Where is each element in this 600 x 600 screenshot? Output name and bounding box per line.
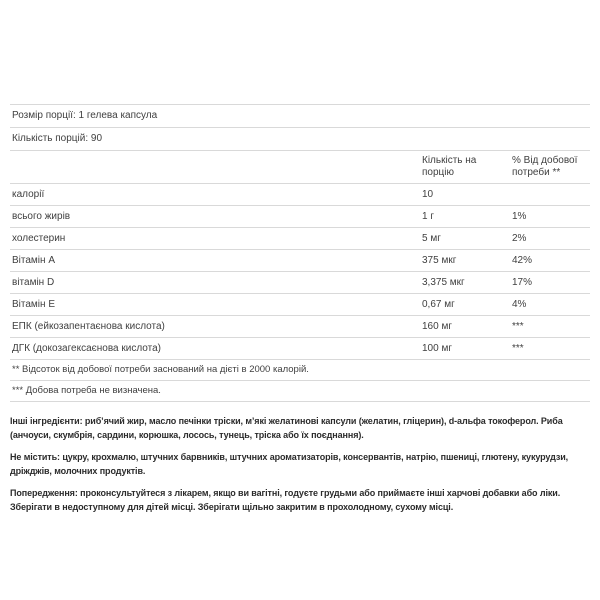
nutrient-amount: 100 мг bbox=[420, 338, 510, 360]
table-row-cholesterol bbox=[10, 228, 590, 250]
warning-paragraph: Попередження: проконсультуйтеся з лікарем, якщо ви вагітні, годуєте грудьми або приймаєте інші харчові добавки або ліки. Зберігати в недоступному для дітей місці. Зберігати щільно закритим в прохолодному, сухому місці. bbox=[10, 488, 561, 512]
table-header-row bbox=[10, 151, 590, 184]
table-row-epa bbox=[10, 316, 590, 338]
nutrient-daily-value bbox=[510, 184, 590, 206]
footnote-daily-value-row bbox=[10, 360, 590, 381]
servings-per-container-text: Кількість порцій: 90 bbox=[10, 128, 590, 151]
nutrient-daily-value: 2% bbox=[510, 228, 590, 250]
nutrient-daily-value: *** bbox=[510, 338, 590, 360]
nutrient-label: вітамін D bbox=[10, 272, 420, 294]
nutrient-label: ЕПК (ейкозапентаєнова кислота) bbox=[10, 316, 420, 338]
nutrient-daily-value: 1% bbox=[510, 206, 590, 228]
nutrient-amount: 1 г bbox=[420, 206, 510, 228]
daily-value-header: % Від добової потреби ** bbox=[510, 151, 590, 184]
nutrient-label: калорії bbox=[10, 184, 420, 206]
table-row-dha bbox=[10, 338, 590, 360]
footnote-not-established-text: *** Добова потреба не визначена. bbox=[10, 381, 590, 402]
nutrient-daily-value: 4% bbox=[510, 294, 590, 316]
serving-size-row bbox=[10, 105, 590, 128]
nutrient-amount: 10 bbox=[420, 184, 510, 206]
nutrient-amount: 0,67 мг bbox=[420, 294, 510, 316]
nutrient-label: Вітамін A bbox=[10, 250, 420, 272]
nutrient-label: холестерин bbox=[10, 228, 420, 250]
table-row-vitamin-e bbox=[10, 294, 590, 316]
empty-header-cell bbox=[10, 151, 420, 184]
nutrient-amount: 375 мкг bbox=[420, 250, 510, 272]
nutrient-label: ДГК (докозагексаєнова кислота) bbox=[10, 338, 420, 360]
nutrient-daily-value: 17% bbox=[510, 272, 590, 294]
table-row-vitamin-d bbox=[10, 272, 590, 294]
footnote-daily-value-text: ** Відсоток від добової потреби заснований на дієті в 2000 калорій. bbox=[10, 360, 590, 381]
nutrient-amount: 5 мг bbox=[420, 228, 510, 250]
nutrient-label: всього жирів bbox=[10, 206, 420, 228]
other-ingredients-paragraph: Інші інгредієнти: риб’ячий жир, масло печінки тріски, м’які желатинові капсули (желатин, гліцерин), d-альфа токоферол. Риба (анчоуси, скумбрія, сардини, корюшка, лосось, тунець, тріска або їх поєднання). bbox=[10, 416, 563, 440]
table-row-total-fat bbox=[10, 206, 590, 228]
table-row-calories bbox=[10, 184, 590, 206]
nutrient-daily-value: *** bbox=[510, 316, 590, 338]
supplement-facts-table bbox=[10, 104, 590, 402]
serving-size-text: Розмір порції: 1 гелева капсула bbox=[10, 105, 590, 128]
nutrient-label: Вітамін E bbox=[10, 294, 420, 316]
table-row-vitamin-a bbox=[10, 250, 590, 272]
does-not-contain-paragraph: Не містить: цукру, крохмалю, штучних барвників, штучних ароматизаторів, консервантів, натрію, пшениці, глютену, кукурудзи, дріжджів, молочних продуктів. bbox=[10, 452, 569, 476]
servings-per-container-row bbox=[10, 128, 590, 151]
footnote-not-established-row bbox=[10, 381, 590, 402]
amount-per-serving-header: Кількість на порцію bbox=[420, 151, 510, 184]
nutrient-daily-value: 42% bbox=[510, 250, 590, 272]
nutrient-amount: 3,375 мкг bbox=[420, 272, 510, 294]
product-info-paragraphs bbox=[10, 414, 578, 514]
nutrient-amount: 160 мг bbox=[420, 316, 510, 338]
